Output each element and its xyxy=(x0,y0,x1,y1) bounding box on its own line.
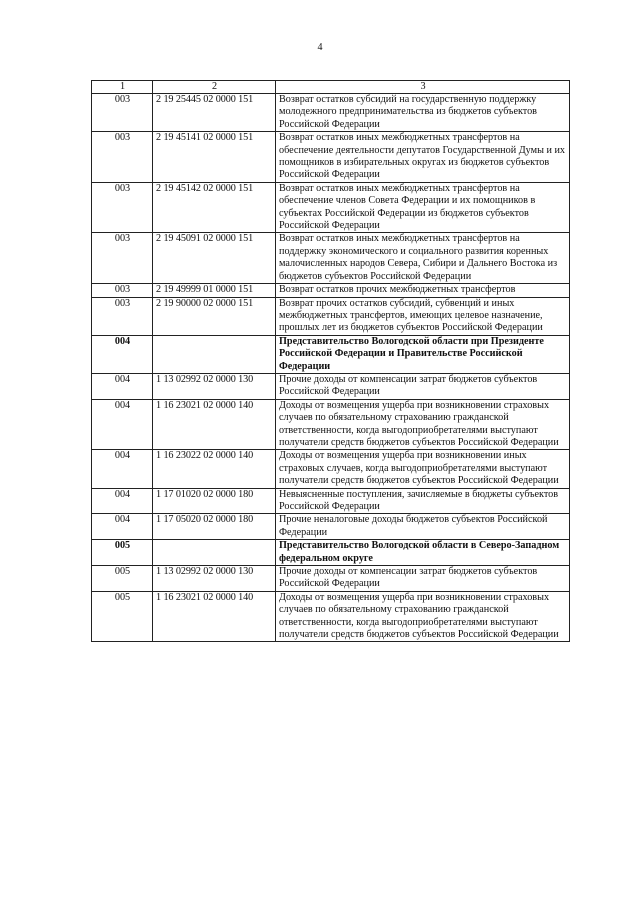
admin-code-cell: 004 xyxy=(92,399,153,450)
description-cell: Доходы от возмещения ущерба при возникновении иных страховых случаев, когда выгодоприобретателями выступают получатели средств бюджетов субъектов Российской Федерации xyxy=(276,450,570,488)
table-row xyxy=(92,182,570,233)
budget-code-cell: 2 19 49999 01 0000 151 xyxy=(153,284,276,297)
table-row xyxy=(92,132,570,183)
description-cell: Возврат остатков иных межбюджетных трансфертов на поддержку экономического и социального развития коренных малочисленных народов Севера, Сибири и Дальнего Востока из бюджетов субъектов Российской Федерации xyxy=(276,233,570,284)
budget-code-cell: 1 16 23021 02 0000 140 xyxy=(153,591,276,642)
table-row xyxy=(92,284,570,297)
table-row xyxy=(92,335,570,373)
revenue-codes-table xyxy=(91,80,570,642)
admin-code-cell: 004 xyxy=(92,514,153,540)
budget-code-cell: 1 17 05020 02 0000 180 xyxy=(153,514,276,540)
description-cell: Представительство Вологодской области при Президенте Российской Федерации и Правительстве Российской Федерации xyxy=(276,335,570,373)
admin-code-cell: 005 xyxy=(92,566,153,592)
table-row xyxy=(92,233,570,284)
table-row xyxy=(92,373,570,399)
budget-code-cell: 2 19 90000 02 0000 151 xyxy=(153,297,276,335)
table-row xyxy=(92,514,570,540)
admin-code-cell: 003 xyxy=(92,94,153,132)
table-row xyxy=(92,94,570,132)
description-cell: Возврат остатков иных межбюджетных трансфертов на обеспечение членов Совета Федерации и их помощников в субъектах Российской Федерации из бюджетов субъектов Российской Федерации xyxy=(276,182,570,233)
description-cell: Возврат остатков прочих межбюджетных трансфертов xyxy=(276,284,570,297)
budget-code-cell: 1 17 01020 02 0000 180 xyxy=(153,488,276,514)
admin-code-cell: 003 xyxy=(92,182,153,233)
column-header-3: 3 xyxy=(276,81,570,94)
description-cell: Возврат прочих остатков субсидий, субвенций и иных межбюджетных трансфертов, имеющих целевое назначение, прошлых лет из бюджетов субъектов Российской Федерации xyxy=(276,297,570,335)
budget-code-cell: 1 16 23022 02 0000 140 xyxy=(153,450,276,488)
budget-code-cell: 2 19 25445 02 0000 151 xyxy=(153,94,276,132)
table-row xyxy=(92,566,570,592)
description-cell: Прочие доходы от компенсации затрат бюджетов субъектов Российской Федерации xyxy=(276,373,570,399)
table-header xyxy=(92,81,570,94)
admin-code-cell: 003 xyxy=(92,284,153,297)
description-cell: Доходы от возмещения ущерба при возникновении страховых случаев по обязательному страхованию гражданской ответственности, когда выгодоприобретателями выступают получатели средств бюджетов субъектов Российской Федерации xyxy=(276,591,570,642)
description-cell: Прочие неналоговые доходы бюджетов субъектов Российской Федерации xyxy=(276,514,570,540)
admin-code-cell: 003 xyxy=(92,132,153,183)
table-row xyxy=(92,297,570,335)
description-cell: Прочие доходы от компенсации затрат бюджетов субъектов Российской Федерации xyxy=(276,566,570,592)
budget-code-cell: 1 16 23021 02 0000 140 xyxy=(153,399,276,450)
admin-code-cell: 004 xyxy=(92,373,153,399)
table-body xyxy=(92,94,570,642)
budget-code-cell xyxy=(153,540,276,566)
budget-code-cell xyxy=(153,335,276,373)
admin-code-cell: 004 xyxy=(92,488,153,514)
admin-code-cell: 003 xyxy=(92,233,153,284)
description-cell: Невыясненные поступления, зачисляемые в бюджеты субъектов Российской Федерации xyxy=(276,488,570,514)
budget-code-cell: 2 19 45142 02 0000 151 xyxy=(153,182,276,233)
table-row xyxy=(92,450,570,488)
description-cell: Возврат остатков иных межбюджетных трансфертов на обеспечение деятельности депутатов Государственной Думы и их помощников в избирательных округах из бюджетов субъектов Российской Федерации xyxy=(276,132,570,183)
budget-code-cell: 1 13 02992 02 0000 130 xyxy=(153,566,276,592)
table-row xyxy=(92,488,570,514)
admin-code-cell: 003 xyxy=(92,297,153,335)
table-row xyxy=(92,399,570,450)
table-row xyxy=(92,540,570,566)
page-number: 4 xyxy=(317,42,323,53)
budget-code-cell: 2 19 45141 02 0000 151 xyxy=(153,132,276,183)
budget-code-cell: 2 19 45091 02 0000 151 xyxy=(153,233,276,284)
table-row xyxy=(92,591,570,642)
admin-code-cell: 005 xyxy=(92,540,153,566)
header-row xyxy=(92,81,570,94)
admin-code-cell: 004 xyxy=(92,450,153,488)
admin-code-cell: 004 xyxy=(92,335,153,373)
budget-code-cell: 1 13 02992 02 0000 130 xyxy=(153,373,276,399)
description-cell: Доходы от возмещения ущерба при возникновении страховых случаев по обязательному страхованию гражданской ответственности, когда выгодоприобретателями выступают получатели средств бюджетов субъектов Российской Федерации xyxy=(276,399,570,450)
description-cell: Возврат остатков субсидий на государственную поддержку молодежного предпринимательства из бюджетов субъектов Российской Федерации xyxy=(276,94,570,132)
description-cell: Представительство Вологодской области в Северо-Западном федеральном округе xyxy=(276,540,570,566)
column-header-2: 2 xyxy=(153,81,276,94)
admin-code-cell: 005 xyxy=(92,591,153,642)
column-header-1: 1 xyxy=(92,81,153,94)
